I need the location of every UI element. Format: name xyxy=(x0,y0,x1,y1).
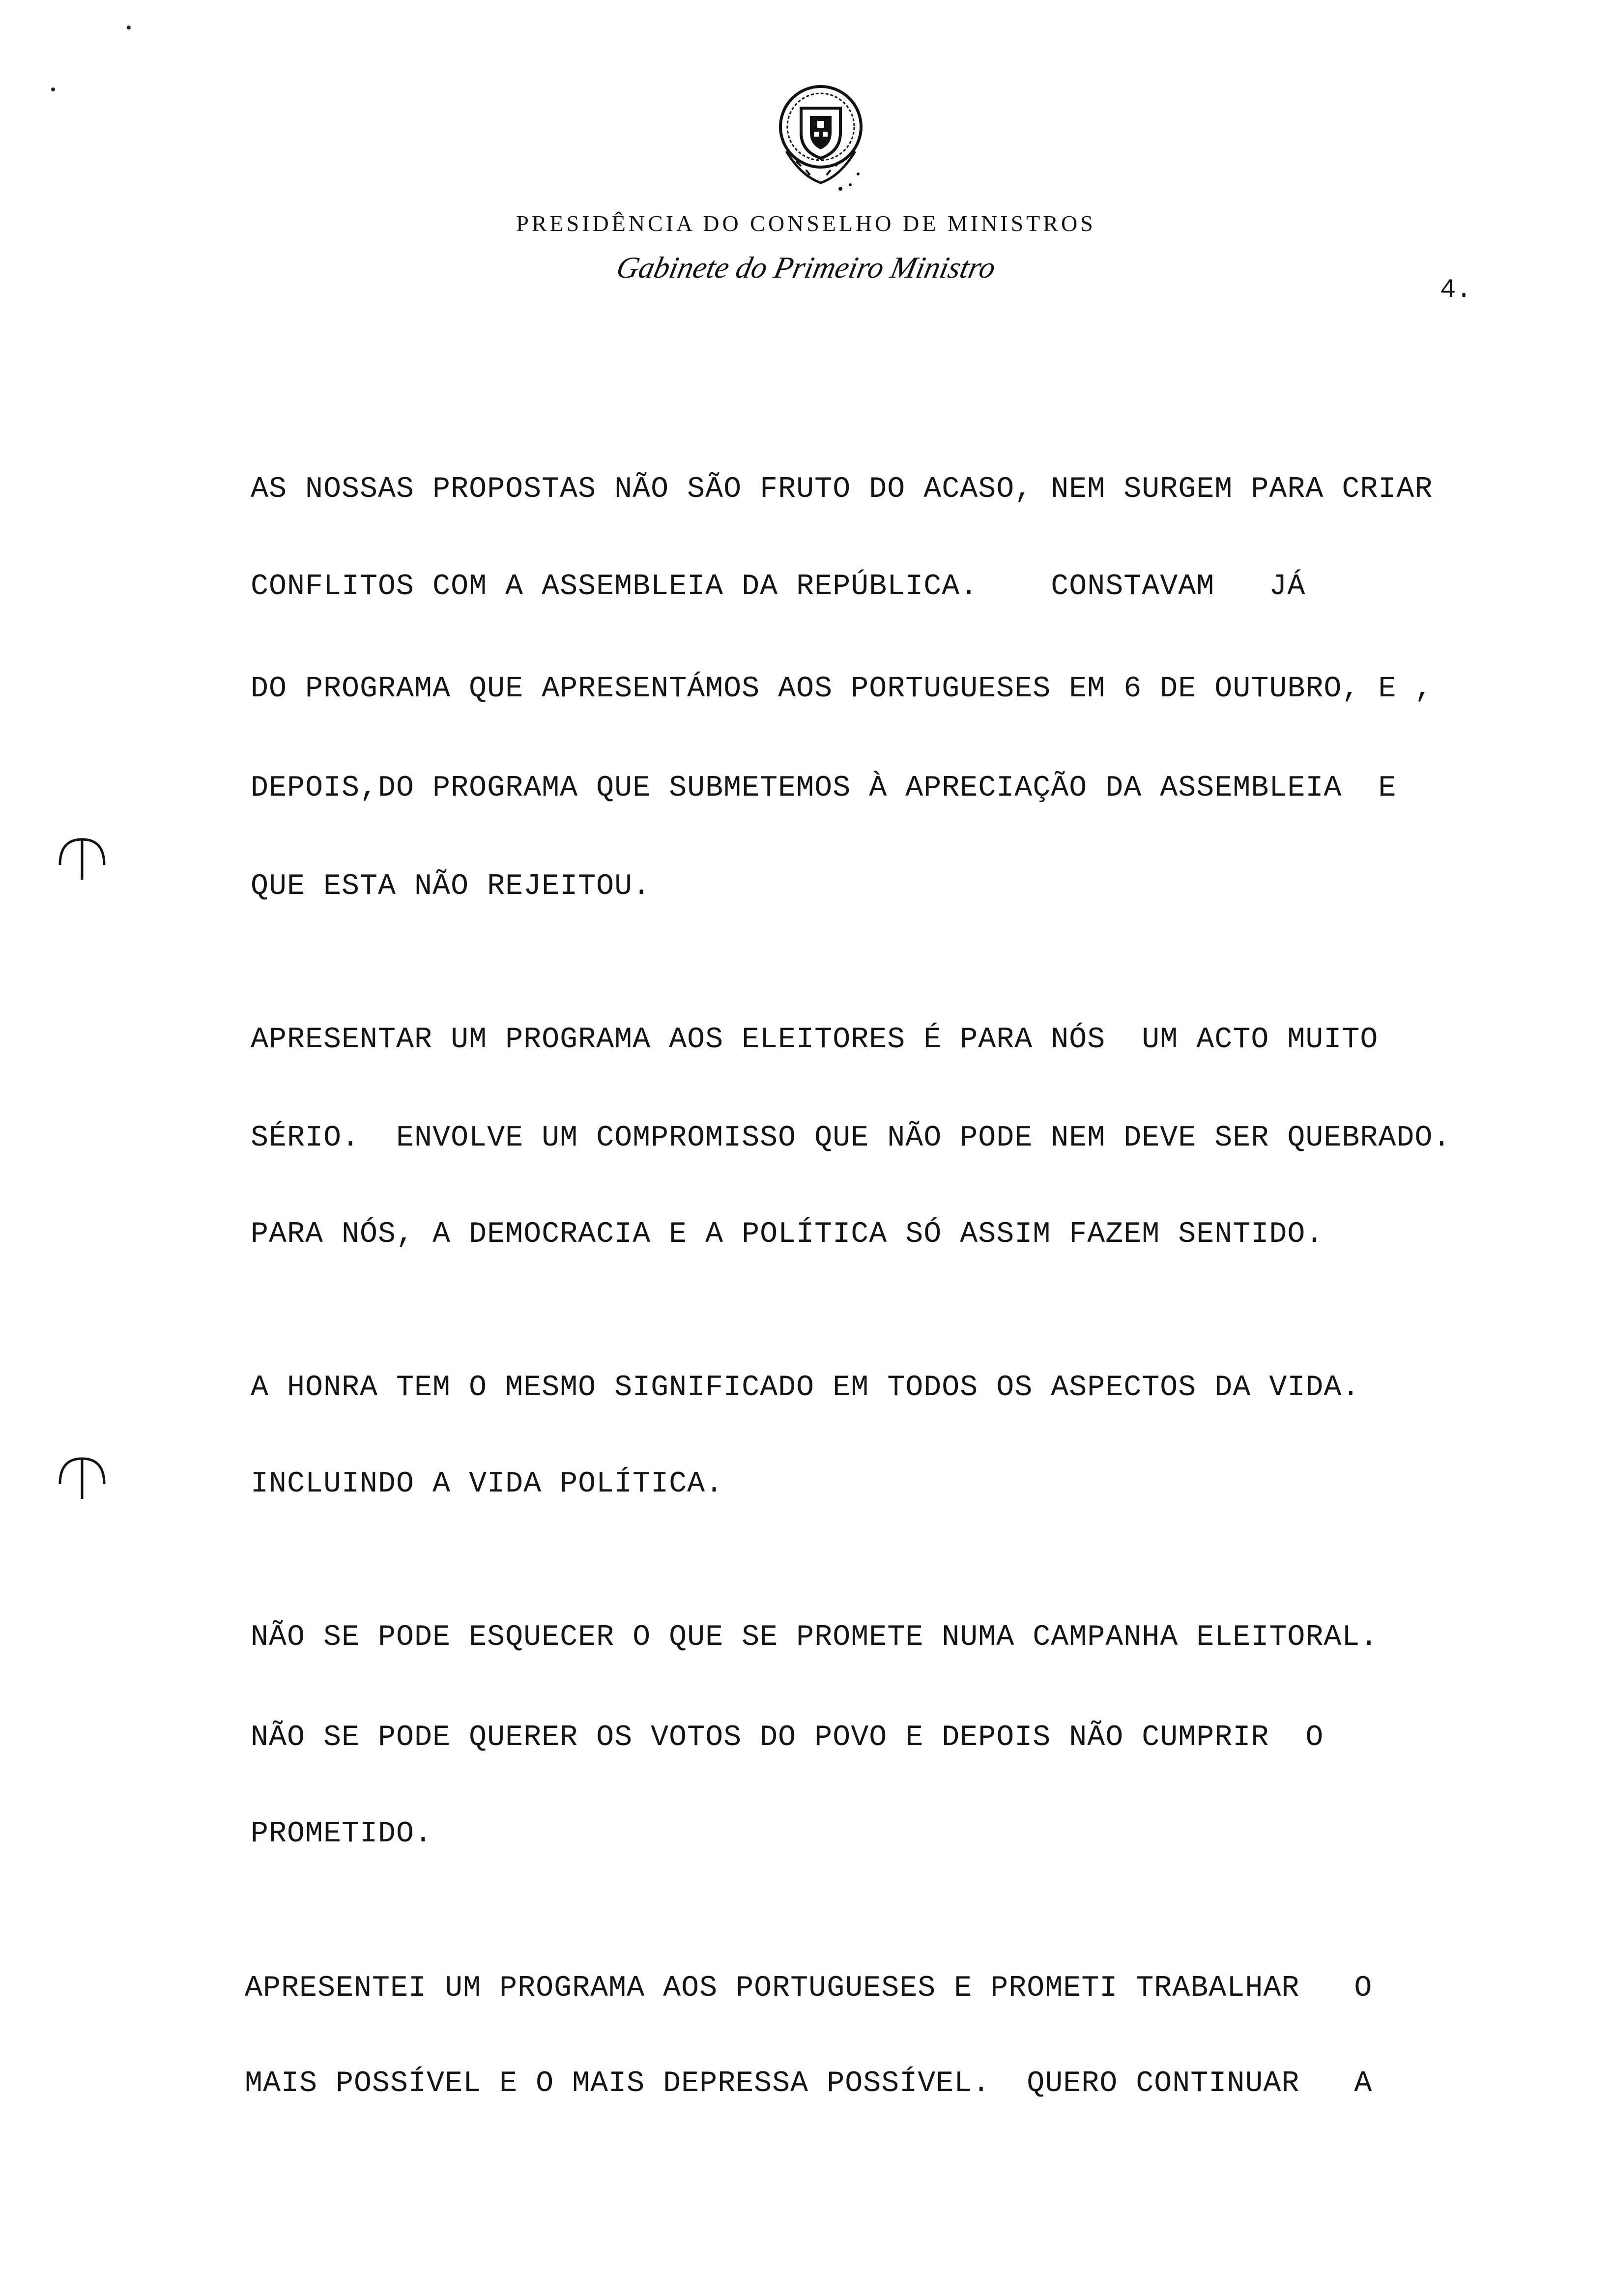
binder-hole-mark-icon xyxy=(55,1450,109,1504)
coat-of-arms-emblem-icon xyxy=(767,78,875,196)
body-text-line: DO PROGRAMA QUE APRESENTÁMOS AOS PORTUGUESES EM 6 DE OUTUBRO, E , xyxy=(251,672,1433,706)
body-text-line: CONFLITOS COM A ASSEMBLEIA DA REPÚBLICA. CONSTAVAM JÁ xyxy=(251,570,1306,603)
cabinet-name: Gabinete do Primeiro Ministro xyxy=(613,251,999,285)
body-text-line: AS NOSSAS PROPOSTAS NÃO SÃO FRUTO DO ACASO, NEM SURGEM PARA CRIAR xyxy=(251,473,1433,506)
body-text-line: NÃO SE PODE QUERER OS VOTOS DO POVO E DEPOIS NÃO CUMPRIR O xyxy=(251,1721,1324,1754)
page-number: 4. xyxy=(1440,275,1472,305)
body-text-line: QUE ESTA NÃO REJEITOU. xyxy=(251,870,651,903)
body-text-line: SÉRIO. ENVOLVE UM COMPROMISSO QUE NÃO PODE NEM DEVE SER QUEBRADO. xyxy=(251,1121,1451,1155)
scan-speck xyxy=(127,26,131,29)
body-text-line: DEPOIS,DO PROGRAMA QUE SUBMETEMOS À APRECIAÇÃO DA ASSEMBLEIA E xyxy=(251,772,1397,805)
body-text-line: PROMETIDO. xyxy=(251,1817,433,1851)
scan-speck xyxy=(51,87,55,91)
body-text-line: APRESENTEI UM PROGRAMA AOS PORTUGUESES E PROMETI TRABALHAR O xyxy=(245,1972,1373,2005)
body-text-line: PARA NÓS, A DEMOCRACIA E A POLÍTICA SÓ ASSIM FAZEM SENTIDO. xyxy=(251,1218,1324,1251)
body-text-line: NÃO SE PODE ESQUECER O QUE SE PROMETE NUMA CAMPANHA ELEITORAL. xyxy=(251,1621,1379,1654)
organization-name: PRESIDÊNCIA DO CONSELHO DE MINISTROS xyxy=(516,211,1096,236)
body-text-line: MAIS POSSÍVEL E O MAIS DEPRESSA POSSÍVEL. QUERO CONTINUAR A xyxy=(245,2067,1373,2100)
body-text-line: APRESENTAR UM PROGRAMA AOS ELEITORES É PARA NÓS UM ACTO MUITO xyxy=(251,1023,1379,1057)
body-text-line: INCLUINDO A VIDA POLÍTICA. xyxy=(251,1467,724,1501)
body-text-line: A HONRA TEM O MESMO SIGNIFICADO EM TODOS OS ASPECTOS DA VIDA. xyxy=(251,1371,1360,1405)
binder-hole-mark-icon xyxy=(55,831,109,885)
